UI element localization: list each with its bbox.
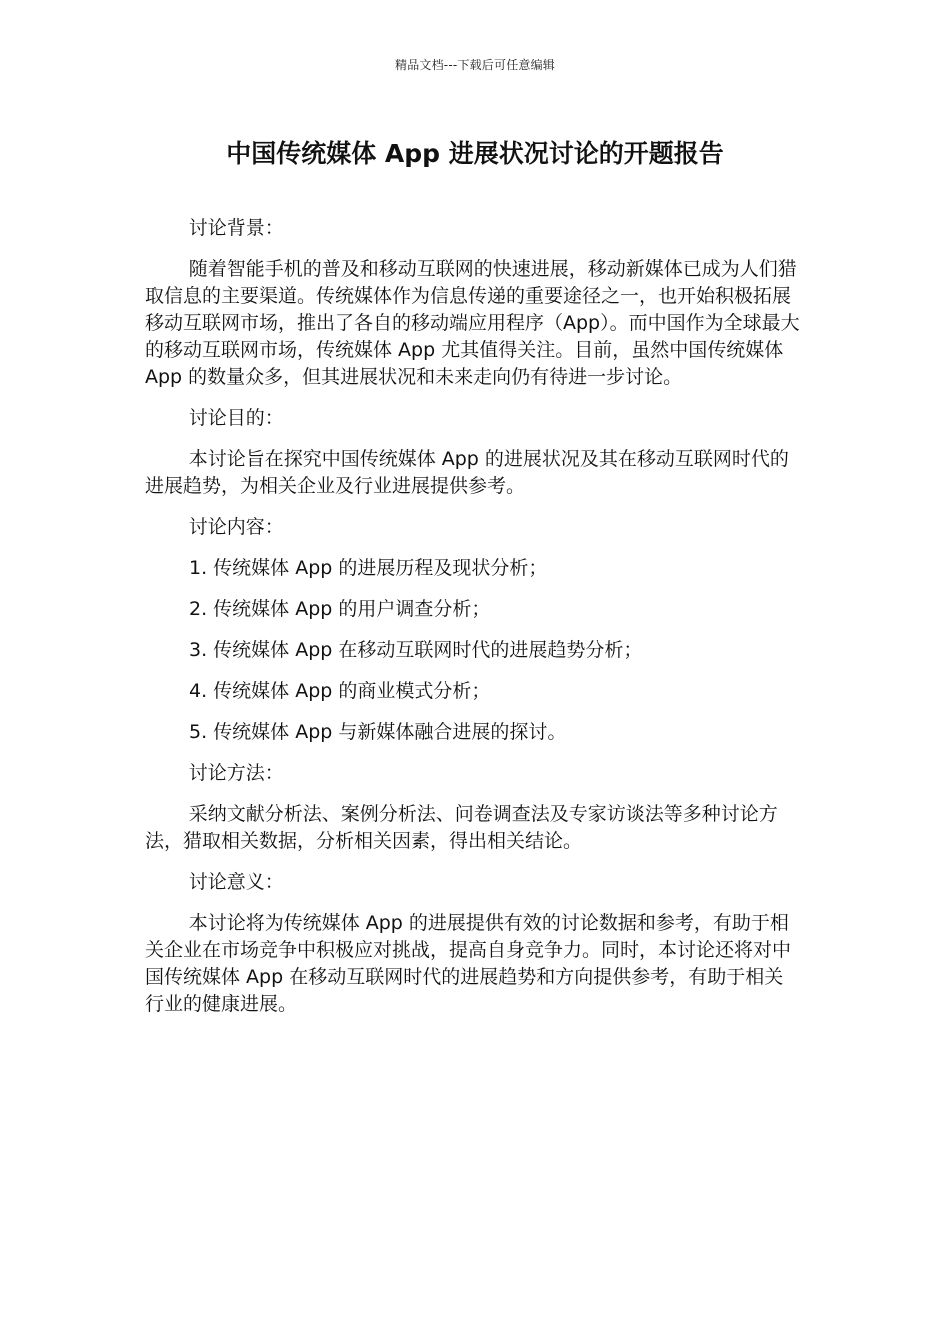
list-item: 2. 传统媒体 App 的用户调查分析； bbox=[189, 598, 491, 620]
document-body bbox=[145, 215, 801, 1032]
content-list bbox=[145, 555, 801, 746]
list-item: 4. 传统媒体 App 的商业模式分析； bbox=[189, 680, 491, 702]
document-title: 中国传统媒体 App 进展状况讨论的开题报告 bbox=[226, 139, 724, 168]
paragraph-purpose: 本讨论旨在探究中国传统媒体 App 的进展状况及其在移动互联网时代的进展趋势，为相关企业及行业进展提供参考。 bbox=[145, 448, 789, 497]
paragraph-significance: 本讨论将为传统媒体 App 的进展提供有效的讨论数据和参考，有助于相关企业在市场竞争中积极应对挑战，提高自身竞争力。同时，本讨论还将对中国传统媒体 App 在移动互联网时代的进展趋势和方向提供参考，有助于相关行业的健康进展。 bbox=[145, 912, 792, 1015]
list-item: 5. 传统媒体 App 与新媒体融合进展的探讨。 bbox=[189, 721, 567, 743]
paragraph-method: 采纳文献分析法、案例分析法、问卷调查法及专家访谈法等多种讨论方法，猎取相关数据，分析相关因素，得出相关结论。 bbox=[145, 803, 778, 852]
section-heading-significance: 讨论意义： bbox=[188, 871, 284, 893]
section-heading-content: 讨论内容： bbox=[188, 516, 284, 538]
section-heading-method: 讨论方法： bbox=[188, 762, 284, 784]
section-heading-purpose: 讨论目的： bbox=[188, 407, 284, 429]
list-item: 1. 传统媒体 App 的进展历程及现状分析； bbox=[189, 557, 548, 579]
paragraph-background: 随着智能手机的普及和移动互联网的快速进展，移动新媒体已成为人们猎取信息的主要渠道。传统媒体作为信息传递的重要途径之一，也开始积极拓展移动互联网市场，推出了各自的移动端应用程序（App）。而中国作为全球最大的移动互联网市场，传统媒体 App 尤其值得关注。目前，虽然中国传统媒体 App 的数量众多，但其进展状况和未来走向仍有待进一步讨论。 bbox=[145, 258, 800, 388]
section-heading-background: 讨论背景： bbox=[188, 217, 284, 239]
header-note: 精品文档---下载后可任意编辑 bbox=[395, 58, 555, 72]
list-item: 3. 传统媒体 App 在移动互联网时代的进展趋势分析； bbox=[189, 639, 643, 661]
